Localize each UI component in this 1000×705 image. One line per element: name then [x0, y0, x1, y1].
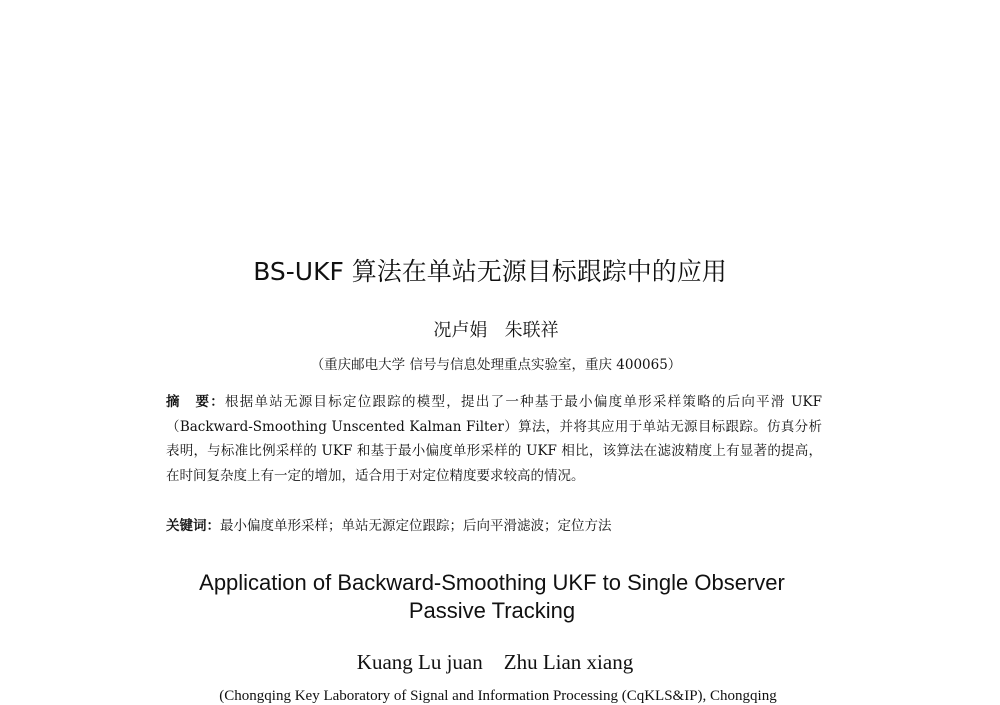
keywords	[166, 514, 612, 534]
abstract-text: 根据单站无源目标定位跟踪的模型，提出了一种基于最小偏度单形采样策略的后向平滑 UKF（Backward-Smoothing Unscented Kalman Filter）算法，并将其应用于单站无源目标跟踪。仿真分析表明，与标准比例采样的 UKF 和基于最小偏度单形采样的 UKF 相比，该算法在滤波精度上有显著的提高，在时间复杂度上有一定的增加，适合用于对定位精度要求较高的情况。	[166, 394, 822, 484]
abstract	[166, 390, 822, 488]
paper-title-chinese: BS-UKF 算法在单站无源目标跟踪中的应用	[253, 257, 727, 286]
affiliation-chinese: （重庆邮电大学 信号与信息处理重点实验室，重庆 400065）	[310, 357, 682, 373]
keywords-label: 关键词：	[166, 518, 220, 534]
authors-english: Kuang Lu juan Zhu Lian xiang	[356, 650, 634, 674]
paper-title-english-line2: Passive Tracking	[408, 598, 576, 623]
keywords-text: 最小偏度单形采样；单站无源定位跟踪；后向平滑滤波；定位方法	[220, 518, 612, 534]
affiliation-english: (Chongqing Key Laboratory of Signal and Information Processing (CqKLS&IP), Chongqing	[219, 688, 777, 704]
abstract-label: 摘 要：	[166, 394, 226, 410]
paper-title-english-line1: Application of Backward-Smoothing UKF to Single Observer	[199, 570, 785, 595]
authors-chinese: 况卢娟 朱联祥	[433, 320, 559, 341]
